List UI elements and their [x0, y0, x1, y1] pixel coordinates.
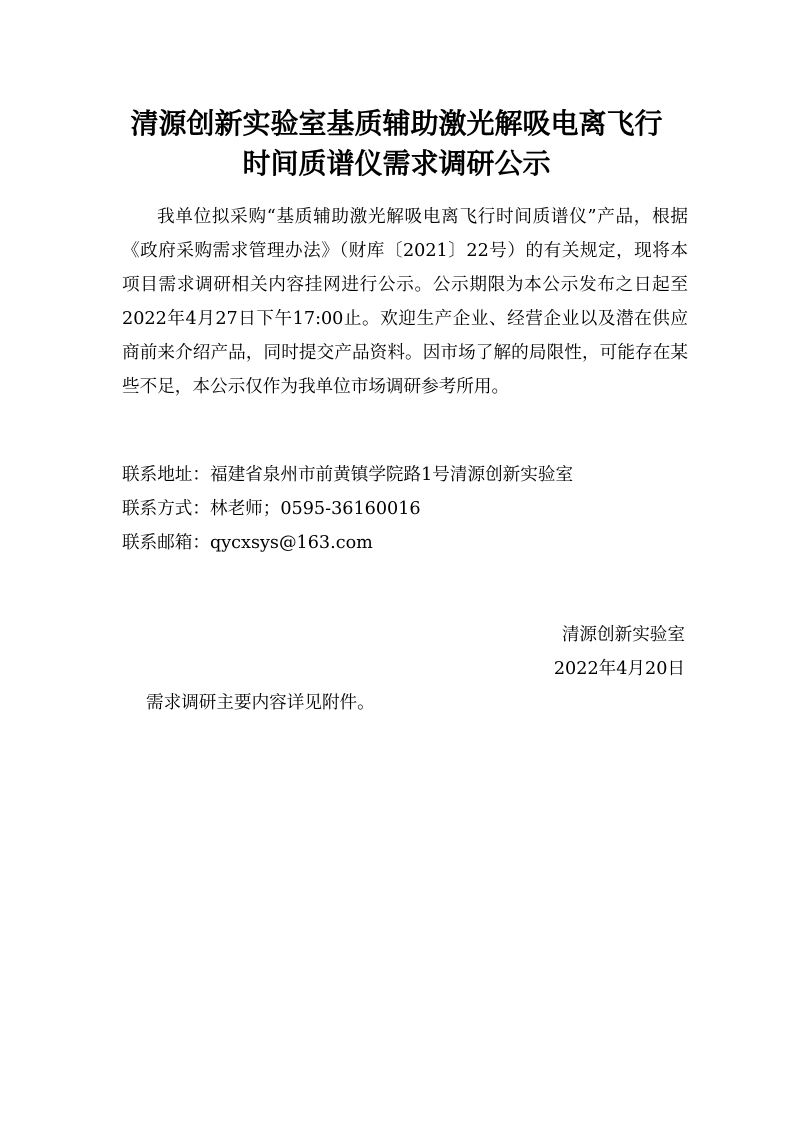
signature-organization: 清源创新实验室 [561, 625, 685, 645]
signature-date: 2022年4月20日 [553, 659, 685, 679]
contact-method: 联系方式：林老师；0595-36160016 [122, 499, 421, 519]
attachment-note: 需求调研主要内容详见附件。 [146, 693, 375, 713]
document-title-line-2: 时间质谱仪需求调研公示 [242, 147, 551, 180]
document-title-line-1: 清源创新实验室基质辅助激光解吸电离飞行 [130, 107, 663, 140]
notice-paragraph: 我单位拟采购“基质辅助激光解吸电离飞行时间质谱仪”产品，根据《政府采购需求管理办法》（财库〔2021〕22号）的有关规定，现将本项目需求调研相关内容挂网进行公示。公示期限为本公示发布之日起至2022年4月27日下午17:00止。欢迎生产企业、经营企业以及潜在供应商前来介绍产品，同时提交产品资料。因市场了解的局限性，可能存在某些不足，本公示仅作为我单位市场调研参考所用。 [122, 207, 688, 397]
contact-email: 联系邮箱：qycxsys@163.com [122, 533, 373, 553]
contact-address: 联系地址：福建省泉州市前黄镇学院路1号清源创新实验室 [122, 465, 574, 485]
